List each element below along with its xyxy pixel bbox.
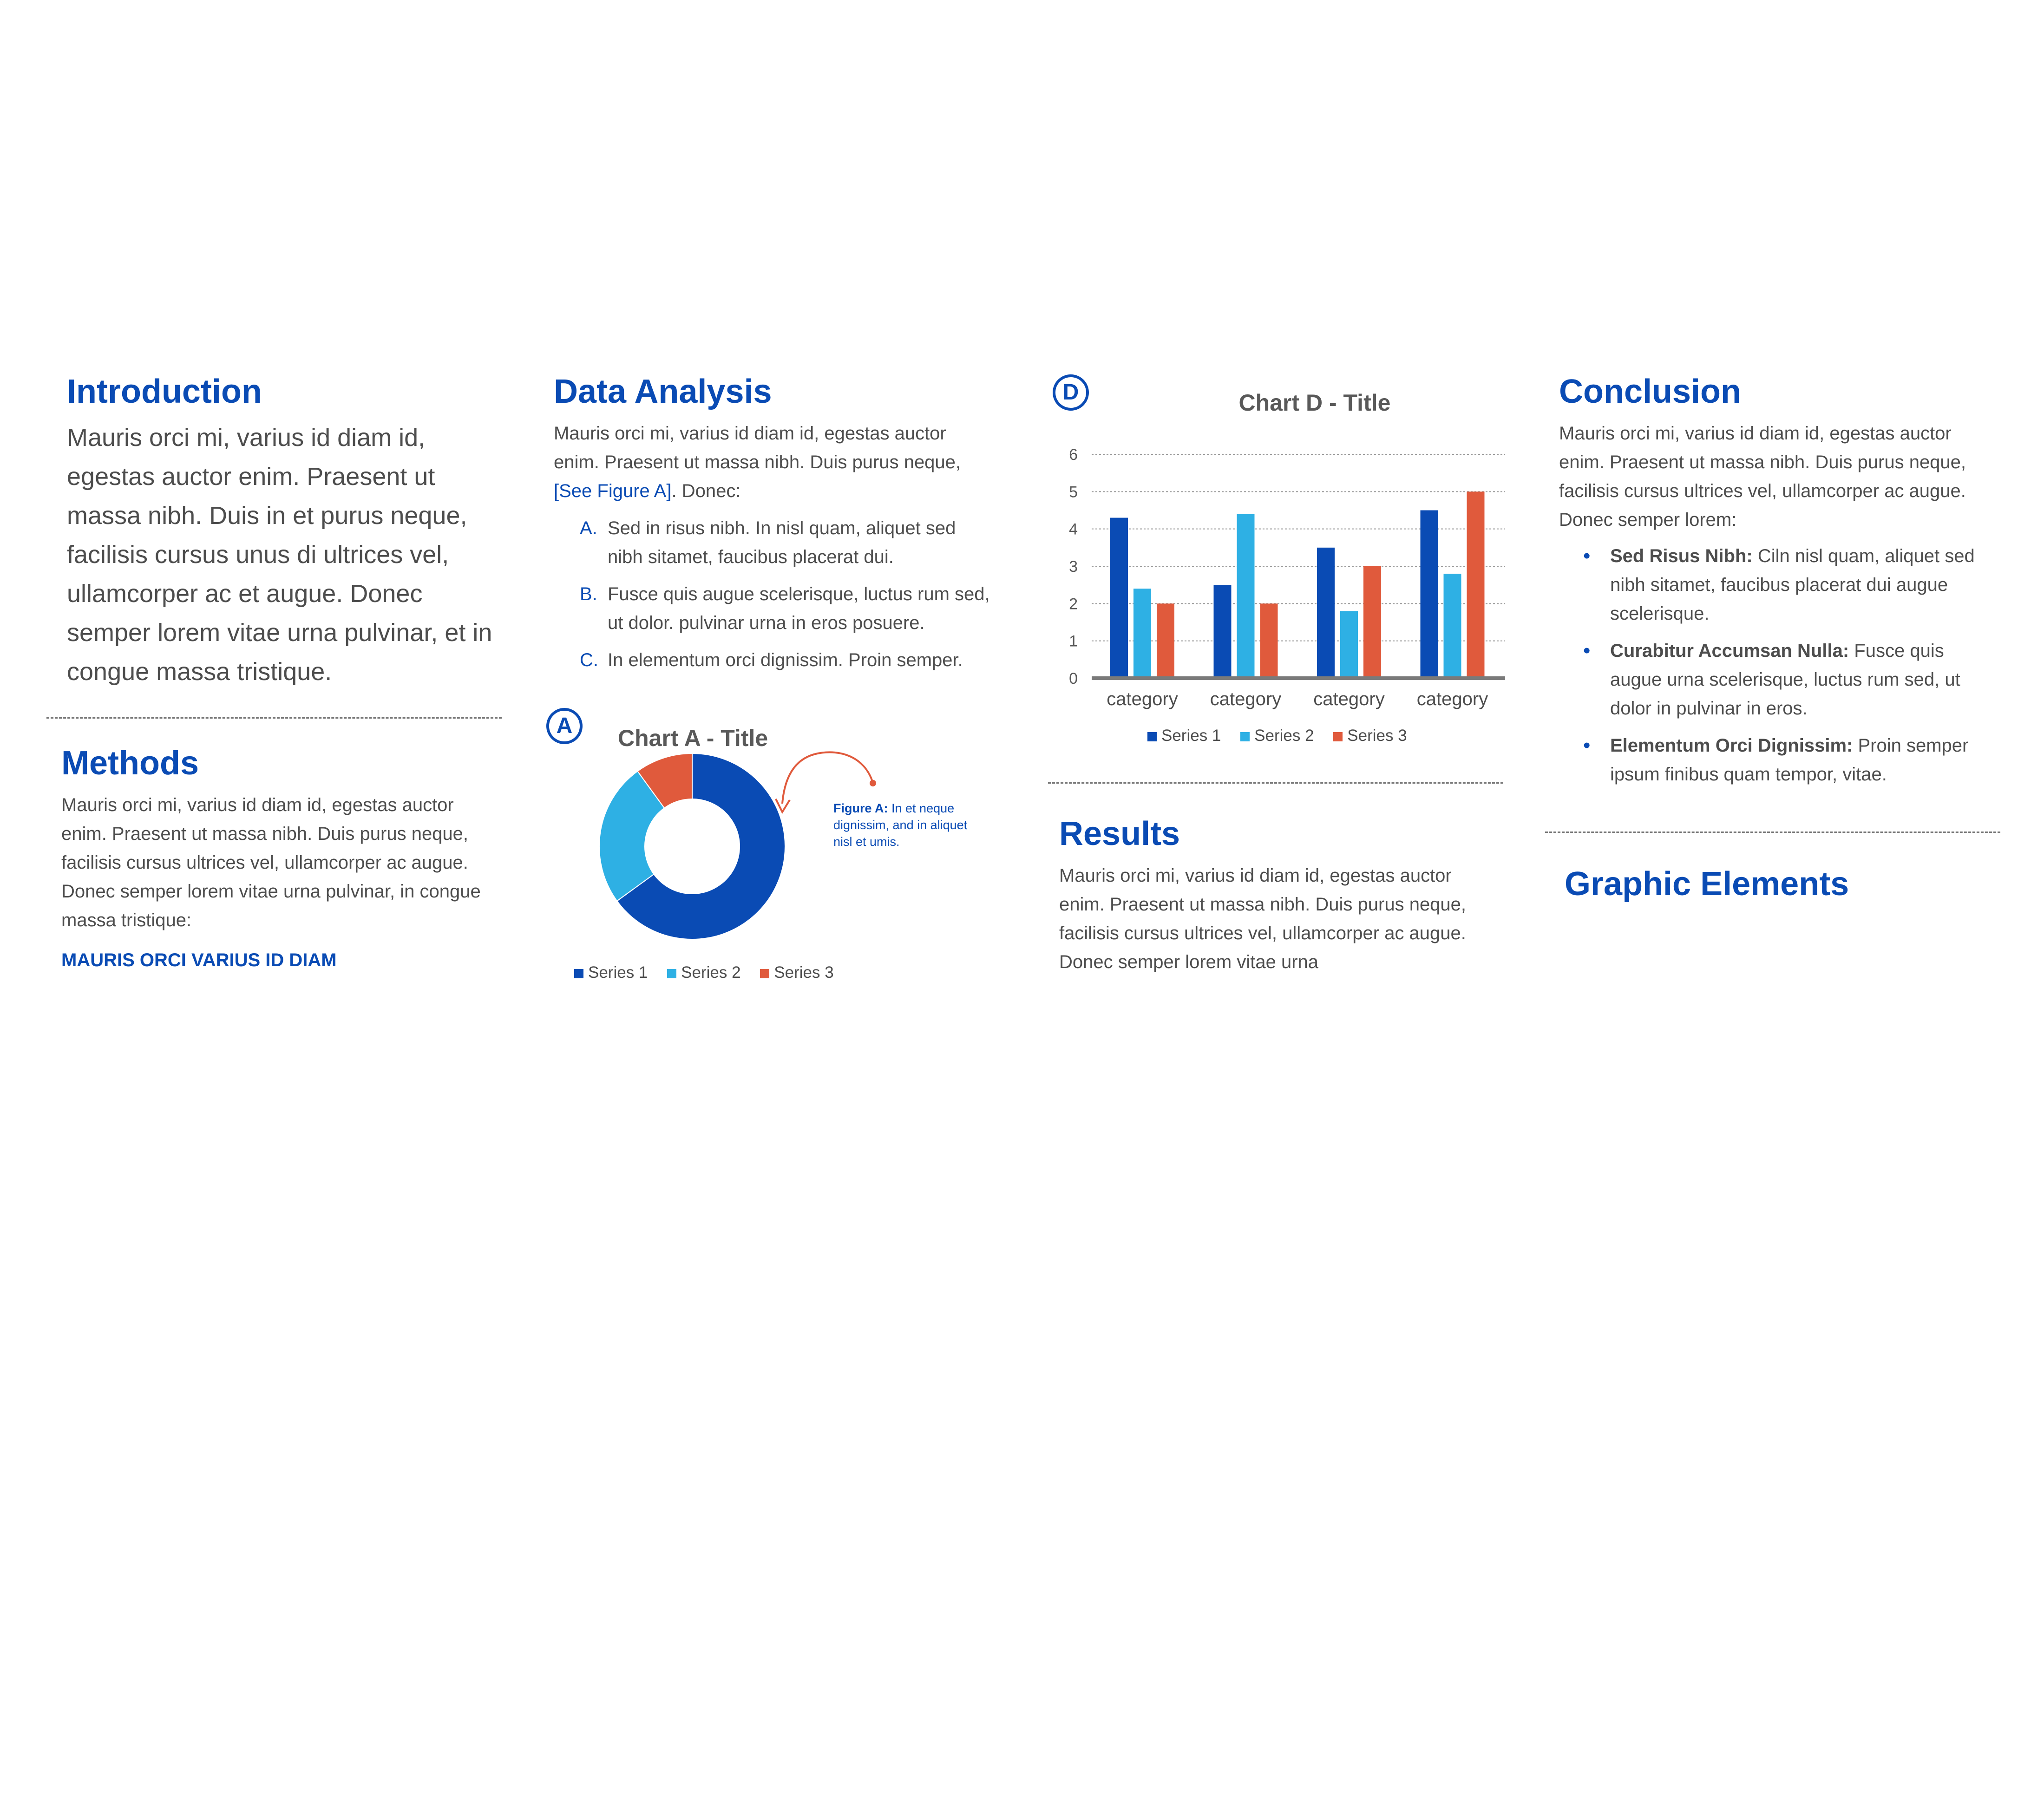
bar-2-3 xyxy=(1340,611,1358,678)
bar-3-3 xyxy=(1363,566,1381,678)
results-body: Mauris orci mi, varius id diam id, egestas auctor enim. Praesent ut massa nibh. Duis purus neque, facilisis cursus ultrices vel, ullamcorper ac augue. Donec semper lorem vitae urna xyxy=(1059,865,1467,972)
list-item xyxy=(554,514,990,571)
figure-a-caption-text: In et neque dignissim, and in aliquet nisl et umis. xyxy=(833,801,968,849)
data-analysis-body xyxy=(554,419,990,505)
legend-label: Series 3 xyxy=(1347,727,1407,745)
legend-label: Series 2 xyxy=(681,963,741,982)
list-marker: C. xyxy=(580,650,598,670)
y-tick-label: 4 xyxy=(1069,520,1078,538)
methods-heading: Methods xyxy=(61,745,199,782)
list-item xyxy=(1559,731,1991,789)
list-item-keyword: Curabitur Accumsan Nulla: xyxy=(1610,641,1849,661)
figure-a-badge: A xyxy=(546,708,583,744)
data-analysis-heading: Data Analysis xyxy=(554,373,772,410)
legend-swatch xyxy=(574,969,583,978)
data-analysis-section xyxy=(554,372,990,683)
see-figure-a-link[interactable]: [See Figure A] xyxy=(554,481,672,501)
results-heading: Results xyxy=(1059,815,1180,852)
methods-section xyxy=(61,743,493,972)
bar-2-2 xyxy=(1237,514,1255,678)
list-item-keyword: Elementum Orci Dignissim: xyxy=(1610,735,1853,756)
chart-d-title: Chart D - Title xyxy=(1238,390,1391,416)
legend-swatch xyxy=(667,969,676,978)
list-item-keyword: Sed Risus Nibh: xyxy=(1610,546,1753,566)
divider-intro-methods xyxy=(46,717,502,719)
list-item xyxy=(554,580,990,637)
bullet-icon: • xyxy=(1583,734,1591,757)
y-tick-label: 3 xyxy=(1069,558,1078,576)
chart-d-legend xyxy=(1147,727,1422,745)
list-marker: A. xyxy=(580,518,597,538)
legend-swatch xyxy=(760,969,769,978)
data-analysis-body-tail: . Donec: xyxy=(671,481,741,501)
legend-swatch xyxy=(1333,732,1343,741)
data-analysis-body-text: Mauris orci mi, varius id diam id, egestas auctor enim. Praesent ut massa nibh. Duis purus neque, xyxy=(554,423,961,472)
y-tick-label: 0 xyxy=(1069,670,1078,687)
bar-1-3 xyxy=(1317,548,1335,678)
introduction-heading: Introduction xyxy=(67,373,262,410)
y-tick-label: 2 xyxy=(1069,595,1078,613)
methods-subheading: MAURIS ORCI VARIUS ID DIAM xyxy=(61,950,337,970)
bar-3-1 xyxy=(1157,603,1174,678)
list-item-text: Sed in risus nibh. In nisl quam, aliquet sed nibh sitamet, faucibus placerat dui. xyxy=(608,518,956,567)
bar-1-1 xyxy=(1110,518,1128,678)
bar-3-4 xyxy=(1467,491,1485,678)
chart-d-bar xyxy=(1041,427,1524,715)
list-item-text: Proin semper ipsum finibus quam tempor, vitae. xyxy=(1610,735,1969,785)
conclusion-list xyxy=(1559,542,1991,789)
legend-swatch xyxy=(1240,732,1250,741)
figure-a-caption-label: Figure A: xyxy=(833,801,888,815)
list-item-text: In elementum orci dignissim. Proin semper. xyxy=(608,650,963,670)
list-item xyxy=(1559,542,1991,628)
bar-1-2 xyxy=(1214,585,1232,678)
methods-body: Mauris orci mi, varius id diam id, egestas auctor enim. Praesent ut massa nibh. Duis purus neque, facilisis cursus ultrices vel, ullamcorper ac augue. Donec semper lorem vitae urna pulvinar, in congue massa tristique: xyxy=(61,795,481,930)
bar-2-1 xyxy=(1133,589,1151,678)
bullet-icon: • xyxy=(1583,544,1591,567)
legend-item xyxy=(760,963,833,982)
x-tick-label: category xyxy=(1107,689,1178,709)
bullet-icon: • xyxy=(1583,639,1591,662)
x-tick-label: category xyxy=(1313,689,1385,709)
legend-swatch xyxy=(1147,732,1157,741)
graphic-elements-section xyxy=(1565,864,1992,904)
legend-item xyxy=(1240,727,1314,745)
y-tick-label: 1 xyxy=(1069,632,1078,650)
legend-label: Series 3 xyxy=(774,963,834,982)
conclusion-body: Mauris orci mi, varius id diam id, egestas auctor enim. Praesent ut massa nibh. Duis purus neque, facilisis cursus ultrices vel, ullamcorper ac augue. Donec semper lorem: xyxy=(1559,423,1966,530)
conclusion-section xyxy=(1559,372,1991,797)
figure-d-badge: D xyxy=(1053,374,1089,411)
list-item-text: Fusce quis augue urna scelerisque, luctus rum sed, ut dolor in pulvinar in eros. xyxy=(1610,641,1960,719)
legend-item xyxy=(1333,727,1407,745)
x-tick-label: category xyxy=(1416,689,1488,709)
graphic-elements-heading: Graphic Elements xyxy=(1565,865,1849,903)
divider-chart-results xyxy=(1048,782,1503,784)
data-analysis-list xyxy=(554,514,990,674)
legend-label: Series 1 xyxy=(1161,727,1221,745)
results-section xyxy=(1059,814,1487,976)
legend-item xyxy=(574,963,648,982)
x-tick-label: category xyxy=(1210,689,1282,709)
chart-a-title: Chart A - Title xyxy=(618,725,768,751)
chart-a-legend xyxy=(574,963,849,982)
legend-label: Series 2 xyxy=(1254,727,1314,745)
bar-3-2 xyxy=(1260,603,1278,678)
y-tick-label: 6 xyxy=(1069,446,1078,464)
legend-label: Series 1 xyxy=(588,963,648,982)
introduction-body: Mauris orci mi, varius id diam id, egestas auctor enim. Praesent ut massa nibh. Duis in et purus neque, facilisis cursus unus di ultrices vel, ullamcorper ac et augue. Donec semper lorem vitae urna pulvinar, et in congue massa tristique. xyxy=(67,424,492,686)
list-item-text: Ciln nisl quam, aliquet sed nibh sitamet, faucibus placerat dui augue scelerisque. xyxy=(1610,546,1975,624)
legend-item xyxy=(667,963,740,982)
list-marker: B. xyxy=(580,584,597,604)
list-item xyxy=(1559,636,1991,723)
conclusion-heading: Conclusion xyxy=(1559,373,1741,410)
bar-2-4 xyxy=(1444,574,1461,678)
figure-a-caption xyxy=(833,800,987,850)
divider-conclusion-graphic xyxy=(1545,832,2000,833)
y-tick-label: 5 xyxy=(1069,483,1078,501)
legend-item xyxy=(1147,727,1221,745)
bar-1-4 xyxy=(1421,511,1438,679)
list-item xyxy=(554,646,990,674)
list-item-text: Fusce quis augue scelerisque, luctus rum sed, ut dolor. pulvinar urna in eros posuere. xyxy=(608,584,990,633)
introduction-section xyxy=(67,372,494,691)
